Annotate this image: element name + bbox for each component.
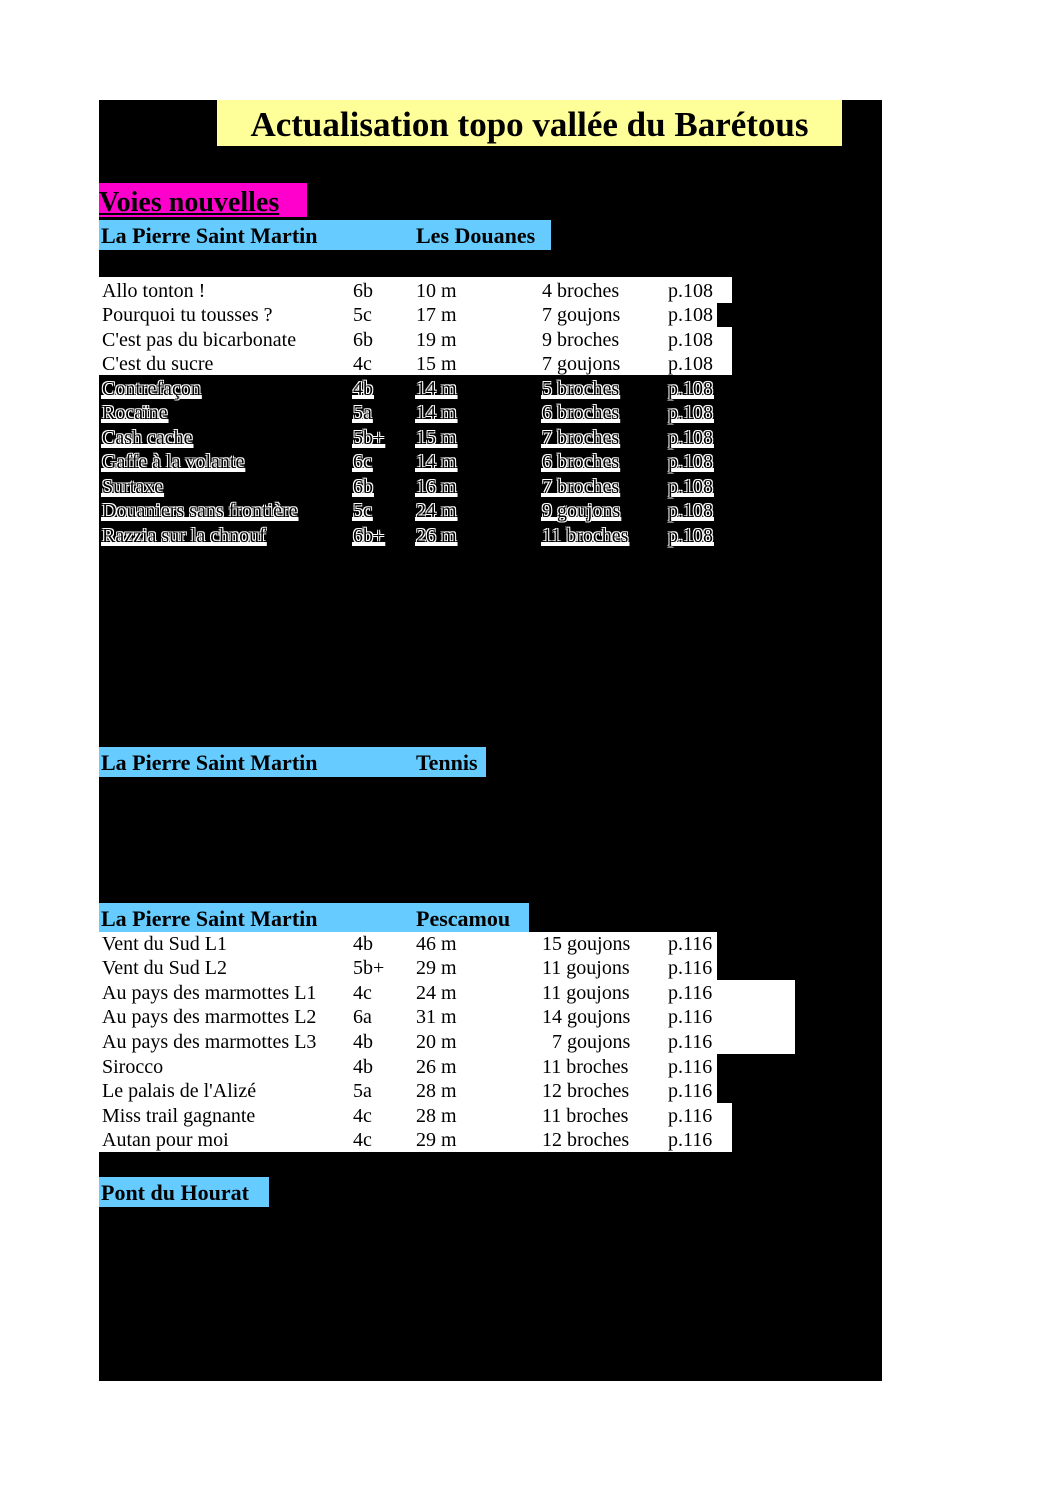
route-length: 26 m (416, 525, 457, 547)
section-header-tennis (99, 747, 486, 777)
route-length: 24 m (416, 982, 457, 1004)
route-anchors: 9 broches (542, 329, 620, 351)
route-anchors: 11 broches (542, 1056, 629, 1078)
route-name: Vent du Sud L1 (102, 933, 227, 955)
route-grade: 4b (353, 1056, 373, 1078)
route-length: 10 m (416, 280, 457, 302)
route-page: p.108 (668, 304, 713, 326)
section-place: La Pierre Saint Martin (101, 223, 318, 248)
route-grade: 4c (353, 1129, 372, 1151)
route-length: 17 m (416, 304, 457, 326)
route-page: p.116 (668, 1056, 713, 1078)
section-place: La Pierre Saint Martin (101, 750, 318, 775)
route-length: 28 m (416, 1105, 457, 1127)
route-anchors: 7 broches (542, 476, 620, 498)
route-page: p.108 (668, 500, 713, 522)
route-anchors: 9 goujons (542, 500, 621, 522)
route-page: p.116 (668, 1080, 713, 1102)
route-name: Pourquoi tu tousses ? (102, 304, 273, 326)
section-header-pont-du-hourat (99, 1177, 269, 1207)
route-grade: 6b (353, 476, 373, 498)
route-length: 20 m (416, 1031, 457, 1053)
route-page: p.108 (668, 525, 713, 547)
route-grade: 5b+ (353, 957, 385, 979)
route-anchors: 12 broches (542, 1080, 630, 1102)
route-anchors: 7 goujons (552, 1031, 631, 1053)
route-name: Rocaïne (102, 402, 168, 424)
route-grade: 6a (353, 1006, 372, 1028)
route-grade: 4b (353, 1031, 373, 1053)
route-page: p.116 (668, 933, 713, 955)
route-anchors: 4 broches (542, 280, 620, 302)
new-routes-heading: Voies nouvelles (99, 183, 307, 217)
route-anchors: 11 goujons (542, 957, 630, 979)
section-header-douanes (99, 220, 551, 250)
route-page: p.116 (668, 1031, 713, 1053)
route-length: 15 m (416, 353, 457, 375)
route-page: p.108 (668, 329, 713, 351)
route-grade: 5b+ (353, 427, 385, 449)
route-grade: 4b (353, 378, 373, 400)
route-page: p.116 (668, 957, 713, 979)
route-grade: 5c (353, 304, 372, 326)
document-title: Actualisation topo vallée du Barétous (217, 100, 842, 146)
section-sector: Pescamou (416, 906, 511, 931)
route-length: 14 m (416, 378, 457, 400)
route-anchors: 14 goujons (542, 1006, 631, 1028)
route-length: 14 m (416, 402, 457, 424)
section-place: La Pierre Saint Martin (101, 906, 318, 931)
route-name: Razzia sur la chnouf (102, 525, 266, 547)
route-name: Au pays des marmottes L2 (102, 1006, 317, 1028)
route-grade: 6b (353, 329, 373, 351)
route-anchors: 6 broches (542, 451, 620, 473)
route-length: 15 m (416, 427, 457, 449)
route-grade: 4b (353, 933, 373, 955)
route-page: p.116 (668, 982, 713, 1004)
route-grade: 6b (353, 280, 373, 302)
route-anchors: 7 goujons (542, 353, 621, 375)
route-anchors: 12 broches (542, 1129, 630, 1151)
section-place: Pont du Hourat (101, 1180, 249, 1205)
route-name: Au pays des marmottes L1 (102, 982, 317, 1004)
route-grade: 5c (353, 500, 372, 522)
route-length: 19 m (416, 329, 457, 351)
route-length: 26 m (416, 1056, 457, 1078)
route-anchors: 11 goujons (542, 982, 630, 1004)
route-name: Au pays des marmottes L3 (102, 1031, 317, 1053)
route-grade: 4c (353, 353, 372, 375)
route-anchors: 7 broches (542, 427, 620, 449)
route-page: p.108 (668, 476, 713, 498)
route-anchors: 7 goujons (542, 304, 621, 326)
route-page: p.108 (668, 451, 713, 473)
route-grade: 4c (353, 982, 372, 1004)
route-grade: 5a (353, 1080, 372, 1102)
route-page: p.108 (668, 378, 713, 400)
route-page: p.116 (668, 1129, 713, 1151)
route-name: Autan pour moi (102, 1129, 229, 1151)
route-length: 46 m (416, 933, 457, 955)
section-sector: Tennis (416, 750, 478, 775)
route-anchors: 6 broches (542, 402, 620, 424)
route-anchors: 5 broches (542, 378, 620, 400)
route-page: p.116 (668, 1105, 713, 1127)
route-length: 16 m (416, 476, 457, 498)
route-anchors: 15 goujons (542, 933, 631, 955)
route-name: Le palais de l'Alizé (102, 1080, 257, 1102)
route-length: 28 m (416, 1080, 457, 1102)
route-name: Cash cache (102, 427, 193, 449)
route-grade: 5a (353, 402, 372, 424)
route-anchors: 11 broches (542, 525, 629, 547)
route-page: p.108 (668, 280, 713, 302)
route-name: Surtaxe (102, 476, 164, 498)
route-name: Allo tonton ! (102, 280, 206, 302)
route-length: 14 m (416, 451, 457, 473)
route-length: 29 m (416, 957, 457, 979)
route-name: C'est du sucre (102, 353, 214, 375)
route-length: 29 m (416, 1129, 457, 1151)
route-length: 31 m (416, 1006, 457, 1028)
route-grade: 4c (353, 1105, 372, 1127)
route-name: Douaniers sans frontière (102, 500, 298, 522)
route-name: Contrefaçon (102, 378, 201, 400)
route-name: Gaffe à la volante (102, 451, 245, 473)
route-name: Miss trail gagnante (102, 1105, 256, 1127)
section-header-pescamou (99, 903, 529, 933)
route-anchors: 11 broches (542, 1105, 629, 1127)
route-grade: 6b+ (353, 525, 385, 547)
route-length: 24 m (416, 500, 457, 522)
route-grade: 6c (353, 451, 372, 473)
route-page: p.116 (668, 1006, 713, 1028)
route-name: C'est pas du bicarbonate (102, 329, 297, 351)
route-page: p.108 (668, 402, 713, 424)
route-name: Sirocco (102, 1056, 164, 1078)
route-page: p.108 (668, 427, 713, 449)
route-name: Vent du Sud L2 (102, 957, 227, 979)
route-page: p.108 (668, 353, 713, 375)
section-sector: Les Douanes (416, 223, 536, 248)
